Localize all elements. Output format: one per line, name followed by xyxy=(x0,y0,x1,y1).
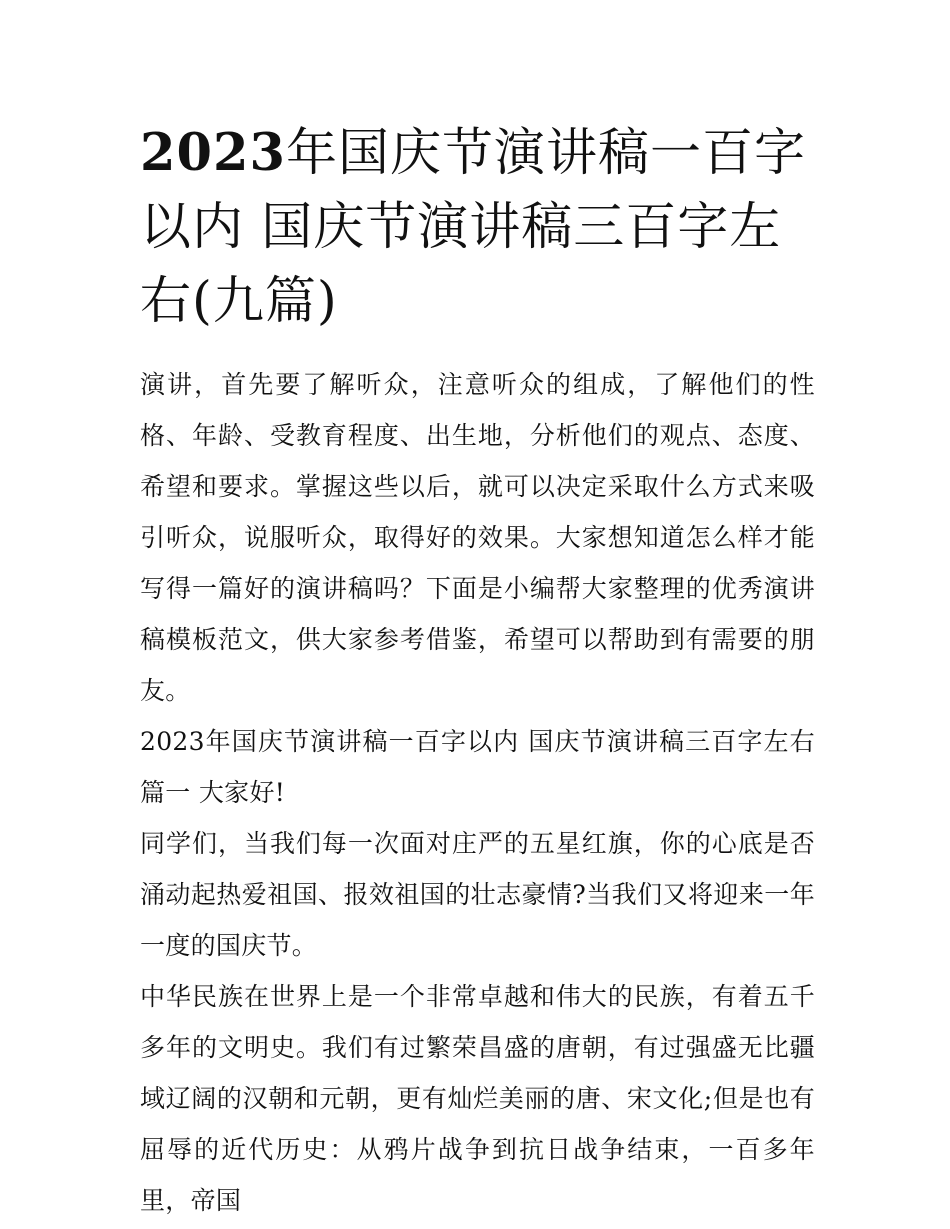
intro-paragraph: 演讲，首先要了解听众，注意听众的组成，了解他们的性格、年龄、受教育程度、出生地，分析他们的观点、态度、希望和要求。掌握这些以后，就可以决定采取什么方式来吸引听众，说服听众，取得好的效果。大家想知道怎么样才能写得一篇好的演讲稿吗？下面是小编帮大家整理的优秀演讲稿模板范文，供大家参考借鉴，希望可以帮助到有需要的朋友。 xyxy=(140,370,815,705)
document-title xyxy=(140,116,815,339)
title-year: 2023 xyxy=(140,123,286,183)
document-body xyxy=(140,359,815,1226)
title-text: 年国庆节演讲稿一百字以内 国庆节演讲稿三百字左右(九篇) xyxy=(140,124,806,331)
document-page xyxy=(140,116,815,1226)
body-paragraph: 中华民族在世界上是一个非常卓越和伟大的民族，有着五千多年的文明史。我们有过繁荣昌盛的唐朝，有过强盛无比疆域辽阔的汉朝和元朝，更有灿烂美丽的唐、宋文化;但是也有屈辱的近代历史：从鸦片战争到抗日战争结束，一百多年里，帝国 xyxy=(140,982,815,1215)
body-paragraph: 同学们，当我们每一次面对庄严的五星红旗，你的心底是否涌动起热爱祖国、报效祖国的壮志豪情?当我们又将迎来一年一度的国庆节。 xyxy=(140,829,815,960)
section-heading: 2023年国庆节演讲稿一百字以内 国庆节演讲稿三百字左右篇一 大家好! xyxy=(140,727,815,807)
